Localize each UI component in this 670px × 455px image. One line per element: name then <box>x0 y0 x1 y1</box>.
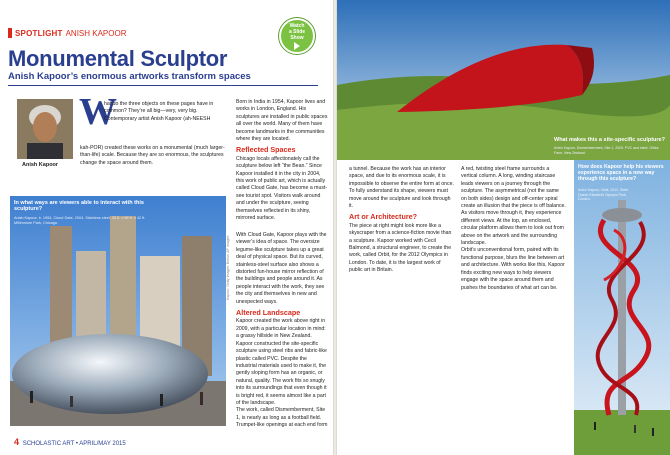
badge-line-2: a Slide <box>288 28 306 35</box>
article-subtitle: Anish Kapoor’s enormous artworks transform spaces <box>8 71 251 82</box>
right-column-2 <box>461 166 566 292</box>
artist-portrait <box>17 99 73 159</box>
page-number: 4 <box>14 437 20 447</box>
reflected-paragraph-2: With Cloud Gate, Kapoor plays with the viewer’s idea of space. The oversize legume-like sculpture takes up a great deal of physical space. But its curved, stainless-steel surface also shows a distorted fun-house mirror reflection of the buildings and people around it. As people interact with the work, they see the city and themselves in new and unexpected ways. <box>236 232 327 305</box>
altered-paragraph-2: The work, called Dismemberment, Site 1, is nearly as long as a football field. Trumpet-like openings at each end form <box>236 407 328 429</box>
orbit-caption: Anish Kapoor, Orbit, 2012. Steel. Queen Elizabeth Olympic Park, London. <box>578 188 629 201</box>
title-rule <box>8 85 318 86</box>
badge-line-3: Show <box>290 34 304 41</box>
reflected-paragraph-1: Chicago locals affectionately call the sculpture below left “the Bean.” Since Kapoor installed it in the city in 2004, this work of public art, which is actually called Cloud Gate, has become a must-see tourist spot. Visitors walk around and under the sculpture, seeing themselves reflected in its shiny, mirrored surface. <box>236 155 328 222</box>
portrait-caption: Anish Kapoor <box>22 162 59 168</box>
folio-text: SCHOLASTIC ART • APRIL/MAY 2015 <box>22 441 126 447</box>
spotlight-artist: ANISH KAPOOR <box>65 28 127 38</box>
cloud-gate-caption: Anish Kapoor, b. 1954, Cloud Gate, 2004. Stainless steel, 33 ft. x 66 ft. x 42 ft. Millennium Park, Chicago. <box>14 216 146 225</box>
bio-paragraph: Born in India in 1954, Kapoor lives and works in London, England. His sculptures are installed in public spaces all over the world. Many of them have become landmarks in the communities where they are located. <box>236 99 328 143</box>
altered-paragraph-1: Kapoor created the work above right in 2009, with a particular location in mind: a grassy hillside in New Zealand. Kapoor constructed the site-specific sculpture using steel ribs and fabric-like plastic called PVC. Despite the industrial materials used to make it, the gently sloping form has an organic, or natural, quality. The work fits so snugly into its surroundings that even though it is bright red, it seems almost like a part of the landscape. <box>236 318 327 406</box>
orbit-paragraph-3: Orbit’s unconventional form, paired with its functional purpose, blurs the line between art and architecture. With works like this, Kapoor finds exciting new ways to help viewers engage with the space around them and pushes the boundaries of what art can be. <box>461 247 565 291</box>
intro-paragraph-2: kah-POR) created these works on a monumental (much larger-than-life) scale. Because they are so enormous, the sculptures change the space around them. <box>80 145 225 166</box>
page-folio <box>14 437 126 447</box>
dismemberment-illustration <box>337 0 670 160</box>
dismemberment-photo <box>337 0 670 160</box>
dismemberment-caption: Anish Kapoor, Dismemberment, Site 1, 2009. PVC and steel. Gibbs Farm, New Zealand. <box>554 146 659 155</box>
article-title: Monumental Sculptor <box>8 46 228 71</box>
orbit-question: How does Kapoor help his viewers experience space in a new way through this sculpture? <box>578 164 664 182</box>
left-text-column <box>236 99 328 223</box>
left-page <box>0 0 333 455</box>
watch-slide-show-button[interactable] <box>279 18 315 54</box>
spotlight-header <box>8 27 126 39</box>
left-lower-column <box>236 232 328 430</box>
heading-art-or-architecture: Art or Architecture? <box>349 212 418 222</box>
intro-paragraph-1: hat do the three objects on these pages have in common? They’re all big—very, very big. Contemporary artist Anish Kapoor (ah-NEESH <box>104 101 214 122</box>
photo-credit: Kapoor: Getty Images. Below: AP Images <box>226 235 230 300</box>
orbit-illustration <box>574 160 670 455</box>
badge-line-1: Watch <box>289 22 305 29</box>
cloud-gate-illustration <box>10 196 226 426</box>
spotlight-label: SPOTLIGHT <box>15 28 63 38</box>
orbit-paragraph-1: The piece at right might look more like a skyscraper from a science-fiction movie than a sculpture. Kapoor worked with Cecil Balmond, a structural engineer, to create the work, called Orbit, for the 2012 Olympics in London. To date, it is the largest work of public art in Britain. <box>349 222 452 274</box>
heading-altered-landscape: Altered Landscape <box>236 308 301 318</box>
drop-cap: W <box>79 91 117 133</box>
portrait-illustration <box>17 99 73 159</box>
orbit-photo <box>574 160 670 455</box>
play-icon <box>294 42 300 50</box>
cloud-gate-photo <box>10 196 226 426</box>
right-column-1 <box>349 166 454 275</box>
dismemberment-question: What makes this a site-specific sculpture? <box>554 137 665 143</box>
right-page <box>337 0 670 455</box>
cloud-gate-question: In what ways are viewers able to interact with this sculpture? <box>14 200 144 212</box>
tunnel-paragraph: a tunnel. Because the work has an interior space, and due to its enormous scale, it is impossible to observe the entire form at once. To fully understand its shape, viewers must move around the sculpture and look through it. <box>349 166 454 210</box>
orbit-paragraph-2: A red, twisting steel frame surrounds a vertical column. A long, winding staircase leads viewers on a journey through the sculpture. The asymmetrical (not the same on both sides) design and off-center spiral create an illusion that the piece is off balance. As visitors move through it, they experience different views. At the top, an enclosed, circular platform allows them to look out from above on the artwork and the surrounding landscape. <box>461 166 566 247</box>
heading-reflected-spaces: Reflected Spaces <box>236 145 296 155</box>
spotlight-bar <box>8 28 12 38</box>
